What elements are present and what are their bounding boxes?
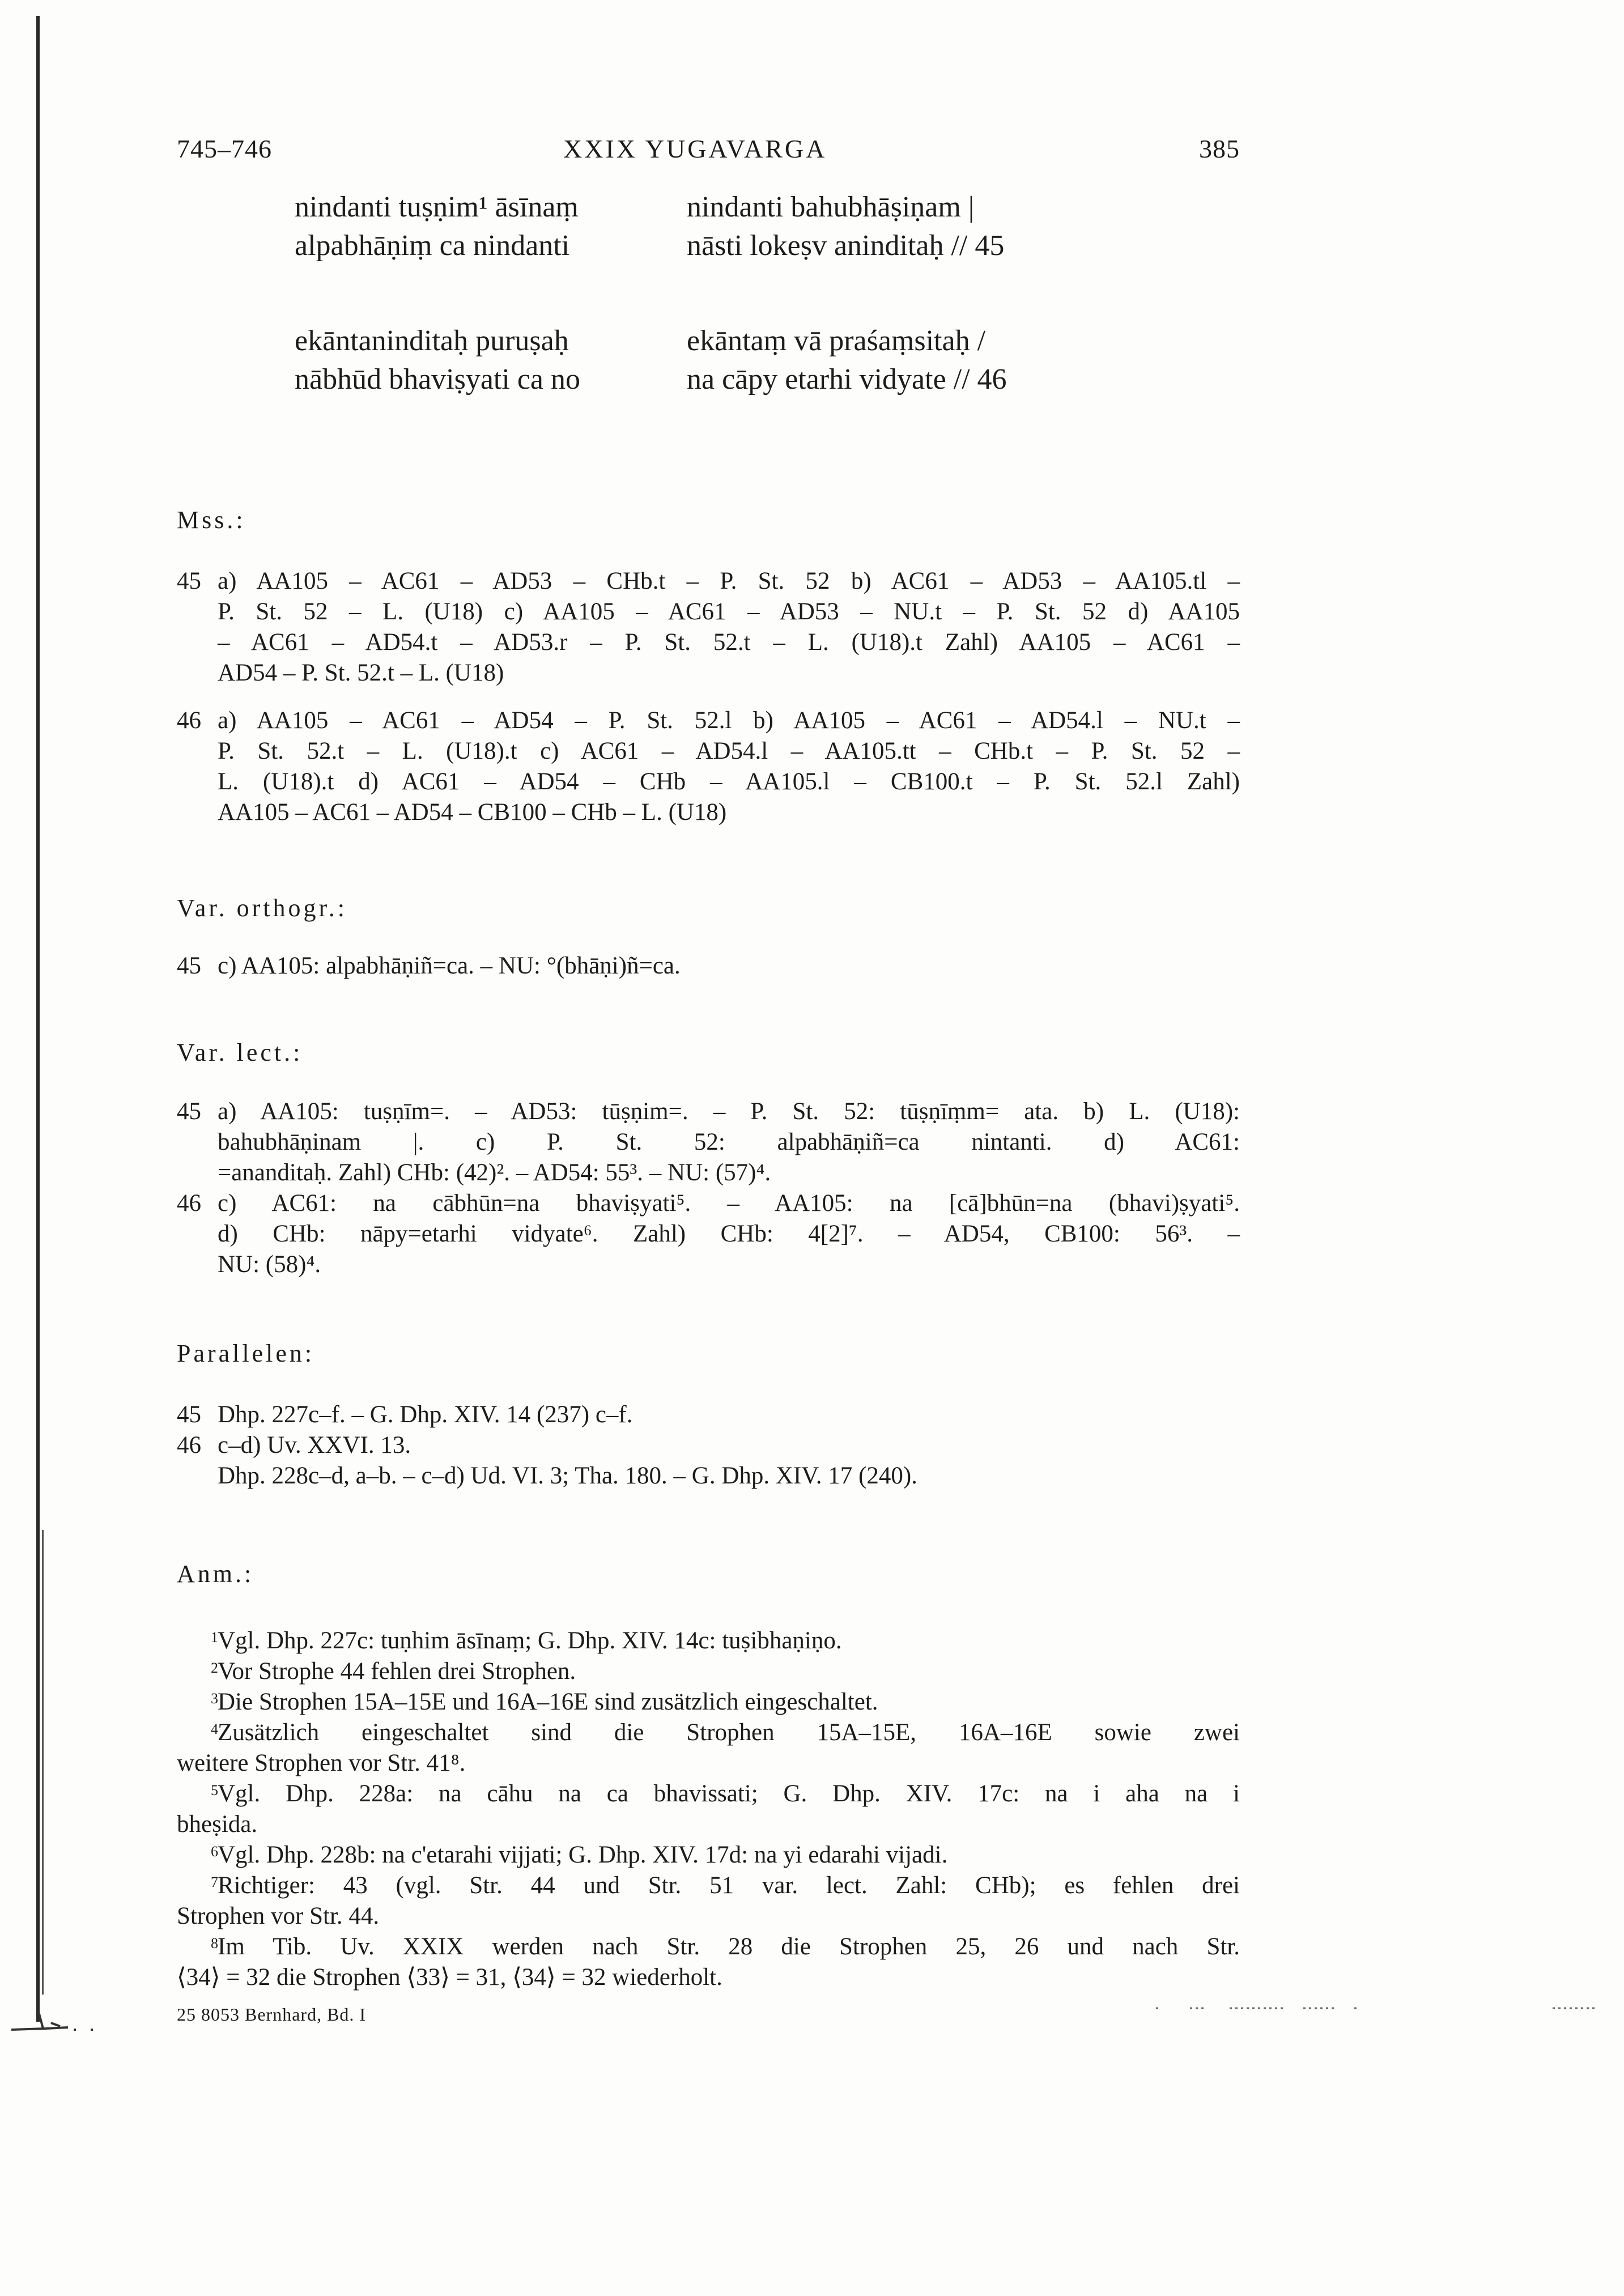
var-orthogr-entry-45 <box>177 951 1240 981</box>
text-line: Strophen vor Str. 44. <box>177 1903 380 1929</box>
text-line: NU: (58)⁴. <box>218 1251 321 1278</box>
text-line: =ananditaḥ. Zahl) CHb: (42)². – AD54: 55³. – NU: (57)⁴. <box>218 1159 771 1186</box>
text-line: Vor Strophe 44 fehlen drei Strophen. <box>218 1658 576 1685</box>
text-line: Vgl. Dhp. 228b: na c'etarahi vijjati; G. Dhp. XIV. 17d: na yi edarahi vijadi. <box>218 1842 948 1868</box>
book-page <box>177 126 1240 2025</box>
verse-number: 45 <box>177 953 201 979</box>
verse-46 <box>177 322 1240 456</box>
parallel-row <box>177 1430 1240 1461</box>
text-line: AA105 – AC61 – AD54 – CB100 – CHb – L. (U18) <box>218 799 727 826</box>
text-line: bahubhāṇinam |. c) P. St. 52: alpabhāṇiñ=ca nintanti. d) AC61: <box>218 1129 1240 1155</box>
text-line: ⟨34⟩ = 32 die Strophen ⟨33⟩ = 31, ⟨34⟩ = 32 wiederholt. <box>177 1964 722 1991</box>
footnote-5 <box>177 1779 1240 1840</box>
verse-right-column <box>687 188 1004 265</box>
parallel-row <box>177 1461 1240 1491</box>
page-range: 745–746 <box>177 134 272 163</box>
footnote-number: 7 <box>211 1874 218 1890</box>
footnote-number: 4 <box>211 1721 218 1737</box>
verse-line: nāsti lokeṣv aninditaḥ // 45 <box>687 229 1005 262</box>
footnote-4 <box>177 1717 1240 1779</box>
verse-line: ekāntaṃ vā praśaṃsitaḥ / <box>687 325 986 357</box>
text-line: bheṣida. <box>177 1811 258 1838</box>
section-title-mss: Mss.: <box>177 506 246 534</box>
footnote-number: 8 <box>211 1935 218 1951</box>
verse-line: nindanti bahubhāṣiṇam | <box>687 191 975 223</box>
verse-line: nābhūd bhaviṣyati ca no <box>295 363 580 396</box>
verse-left-column <box>295 322 580 399</box>
verse-line: na cāpy etarhi vidyate // 46 <box>687 363 1007 396</box>
section-title-var-orthogr: Var. orthogr.: <box>177 894 347 922</box>
section-title-parallelen: Parallelen: <box>177 1340 315 1367</box>
footnote-6 <box>177 1840 1240 1870</box>
footnote-1 <box>177 1626 1240 1656</box>
printer-signature: 25 8053 Bernhard, Bd. I <box>177 2004 367 2025</box>
footnote-number: 3 <box>211 1690 218 1707</box>
verse-left-column <box>295 188 579 265</box>
text-line: Vgl. Dhp. 228a: na cāhu na ca bhavissati; G. Dhp. XIV. 17c: na i aha na i <box>218 1780 1240 1807</box>
text-line: Die Strophen 15A–15E und 16A–16E sind zusätzlich eingeschaltet. <box>218 1689 878 1715</box>
text-line: c) AA105: alpabhāṇiñ=ca. – NU: °(bhāṇi)ñ=ca. <box>218 953 681 979</box>
section-title-anm: Anm.: <box>177 1560 254 1588</box>
verse-line: nindanti tuṣṇim¹ āsīnaṃ <box>295 191 579 223</box>
scan-smudge <box>6 2000 113 2034</box>
text-line: Richtiger: 43 (vgl. Str. 44 und Str. 51 var. lect. Zahl: CHb); es fehlen drei <box>218 1872 1240 1899</box>
text-line: Zusätzlich eingeschaltet sind die Strophen 15A–15E, 16A–16E sowie zwei <box>218 1719 1240 1746</box>
text-line: P. St. 52.t – L. (U18).t c) AC61 – AD54.l – AA105.tt – CHb.t – P. St. 52 – <box>218 738 1240 764</box>
verse-number: 46 <box>177 707 201 734</box>
parallelen-list <box>177 1400 1240 1491</box>
var-lect-entry-45 <box>177 1096 1240 1188</box>
text-line: – AC61 – AD54.t – AD53.r – P. St. 52.t – L. (U18).t Zahl) AA105 – AC61 – <box>218 629 1240 656</box>
verse-number: 46 <box>177 1432 201 1459</box>
text-line: L. (U18).t d) AC61 – AD54 – CHb – AA105.l – CB100.t – P. St. 52.l Zahl) <box>218 768 1240 795</box>
text-line: d) CHb: nāpy=etarhi vidyate⁶. Zahl) CHb: 4[2]⁷. – AD54, CB100: 56³. – <box>218 1221 1240 1247</box>
footnote-number: 6 <box>211 1843 218 1860</box>
text-line: c) AC61: na cābhūn=na bhaviṣyati⁵. – AA105: na [cā]bhūn=na (bhavi)ṣyati⁵. <box>218 1190 1240 1217</box>
footnote-7 <box>177 1870 1240 1932</box>
mss-entry-45 <box>177 566 1240 688</box>
footnote-number: 2 <box>211 1660 218 1676</box>
text-line: Vgl. Dhp. 227c: tuṇhim āsīnaṃ; G. Dhp. XIV. 14c: tuṣibhaṇiṇo. <box>218 1627 842 1654</box>
page-number: 385 <box>1199 134 1240 163</box>
text-line: AD54 – P. St. 52.t – L. (U18) <box>218 660 504 686</box>
footnote-number: 1 <box>211 1629 218 1646</box>
verse-number: 46 <box>177 1190 201 1217</box>
text-line: c–d) Uv. XXVI. 13. <box>218 1432 411 1459</box>
scan-binding-edge <box>36 16 40 2022</box>
text-line: Dhp. 228c–d, a–b. – c–d) Ud. VI. 3; Tha. 180. – G. Dhp. XIV. 17 (240). <box>218 1462 917 1489</box>
footnote-8 <box>177 1932 1240 1993</box>
parallel-row <box>177 1400 1240 1430</box>
verse-45 <box>177 188 1240 322</box>
mss-entry-46 <box>177 705 1240 828</box>
verse-right-column <box>687 322 1007 399</box>
var-lect-entry-46 <box>177 1188 1240 1280</box>
text-line: weitere Strophen vor Str. 41⁸. <box>177 1750 466 1776</box>
footnote-number: 5 <box>211 1782 218 1798</box>
footnote-3 <box>177 1687 1240 1717</box>
text-line: Im Tib. Uv. XXIX werden nach Str. 28 die Strophen 25, 26 und nach Str. <box>218 1933 1240 1960</box>
verse-block <box>177 188 1240 456</box>
verse-line: alpabhāṇiṃ ca nindanti <box>295 229 570 262</box>
section-title-var-lect: Var. lect.: <box>177 1039 303 1066</box>
chapter-title: XXIX YUGAVARGA <box>563 134 827 163</box>
footnotes <box>177 1626 1240 1993</box>
running-header <box>177 126 1240 169</box>
text-line: Dhp. 227c–f. – G. Dhp. XIV. 14 (237) c–f. <box>218 1401 633 1428</box>
text-line: a) AA105 – AC61 – AD53 – CHb.t – P. St. 52 b) AC61 – AD53 – AA105.tl – <box>218 568 1240 594</box>
verse-number: 45 <box>177 568 201 594</box>
scan-binding-edge-shadow <box>42 1530 44 1995</box>
verse-number: 45 <box>177 1098 201 1125</box>
text-line: a) AA105 – AC61 – AD54 – P. St. 52.l b) AA105 – AC61 – AD54.l – NU.t – <box>218 707 1240 734</box>
text-line: a) AA105: tuṣṇīm=. – AD53: tūṣṇim=. – P. St. 52: tūṣṇīṃm= ata. b) L. (U18): <box>218 1098 1240 1125</box>
verse-number: 45 <box>177 1401 201 1428</box>
text-line: P. St. 52 – L. (U18) c) AA105 – AC61 – AD53 – NU.t – P. St. 52 d) AA105 <box>218 598 1240 625</box>
verse-line: ekāntaninditaḥ puruṣaḥ <box>295 325 569 357</box>
footnote-2 <box>177 1656 1240 1687</box>
